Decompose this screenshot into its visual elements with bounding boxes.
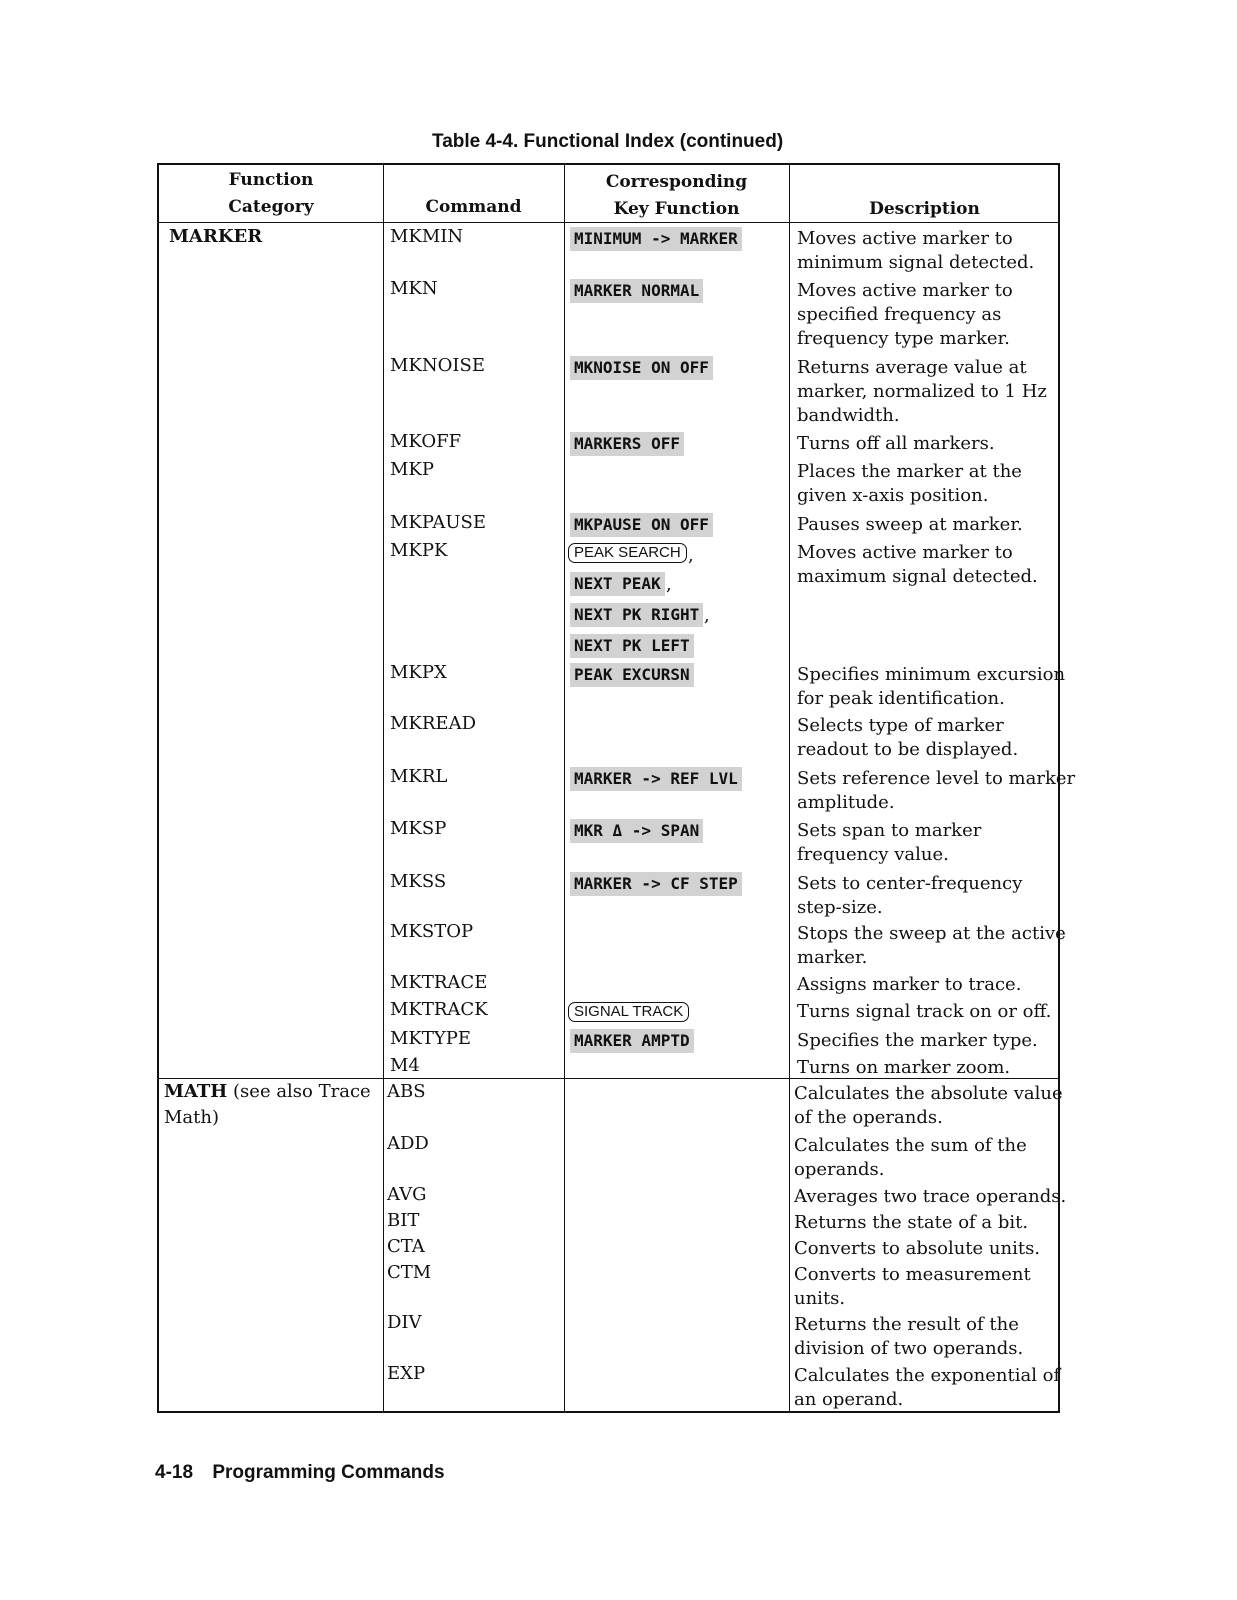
description-line: for peak identification. bbox=[797, 688, 1005, 709]
command-cell: MKREAD bbox=[390, 713, 477, 734]
description-line: an operand. bbox=[794, 1389, 904, 1410]
command-cell: MKPAUSE bbox=[390, 512, 486, 533]
command-cell: MKTRACE bbox=[390, 972, 488, 993]
table-caption: Table 4-4. Functional Index (continued) bbox=[432, 131, 784, 152]
command-cell: BIT bbox=[387, 1210, 420, 1231]
section-title: Programming Commands bbox=[212, 1462, 445, 1483]
command-cell: CTM bbox=[387, 1262, 432, 1283]
description-line: operands. bbox=[794, 1159, 885, 1180]
soft-key-label: MARKER NORMAL bbox=[570, 279, 703, 303]
soft-key-label: MARKER -> REF LVL bbox=[570, 767, 742, 791]
command-cell: ABS bbox=[387, 1081, 426, 1102]
command-cell: EXP bbox=[387, 1363, 426, 1384]
description-line: Selects type of marker bbox=[797, 715, 1004, 736]
soft-key-label: MARKER AMPTD bbox=[570, 1029, 694, 1053]
description-line: bandwidth. bbox=[797, 405, 900, 426]
description-line: Returns the result of the bbox=[794, 1314, 1019, 1335]
header-text: Function bbox=[228, 170, 314, 190]
description-line: amplitude. bbox=[797, 792, 895, 813]
description-line: Places the marker at the bbox=[797, 461, 1022, 482]
description-line: frequency value. bbox=[797, 844, 949, 865]
description-line: Turns on marker zoom. bbox=[797, 1057, 1011, 1078]
page-footer bbox=[155, 1462, 445, 1484]
description-line: step-size. bbox=[797, 897, 883, 918]
description-line: marker, normalized to 1 Hz bbox=[797, 381, 1047, 402]
description-line: Moves active marker to bbox=[797, 280, 1013, 301]
header-key-function bbox=[564, 169, 789, 223]
description-line: Turns off all markers. bbox=[797, 433, 995, 454]
command-cell: MKTRACK bbox=[390, 999, 488, 1020]
category-math-label: MATH bbox=[164, 1081, 228, 1102]
page-number: 4-18 bbox=[155, 1462, 194, 1483]
separator: , bbox=[688, 545, 694, 566]
header-text: Key Function bbox=[613, 199, 740, 219]
command-cell: MKSTOP bbox=[390, 921, 474, 942]
description-line: Calculates the exponential of bbox=[794, 1365, 1061, 1386]
hard-key-label: SIGNAL TRACK bbox=[568, 1002, 689, 1022]
description-line: Averages two trace operands. bbox=[794, 1186, 1067, 1207]
soft-key-label: NEXT PK RIGHT bbox=[570, 603, 703, 627]
command-cell: MKNOISE bbox=[390, 355, 485, 376]
command-cell: MKTYPE bbox=[390, 1028, 472, 1049]
soft-key-label: MINIMUM -> MARKER bbox=[570, 227, 742, 251]
description-line: Assigns marker to trace. bbox=[797, 974, 1022, 995]
command-cell: MKSS bbox=[390, 871, 447, 892]
soft-key-label: MKPAUSE ON OFF bbox=[570, 513, 713, 537]
command-cell: MKRL bbox=[390, 766, 448, 787]
command-cell: MKOFF bbox=[390, 431, 462, 452]
command-cell: MKSP bbox=[390, 818, 447, 839]
description-line: Converts to absolute units. bbox=[794, 1238, 1041, 1259]
functional-index-table bbox=[157, 163, 1076, 1413]
description-line: Calculates the absolute value bbox=[794, 1083, 1063, 1104]
hard-key-label: PEAK SEARCH bbox=[568, 543, 687, 563]
description-line: Specifies the marker type. bbox=[797, 1030, 1038, 1051]
description-line: Stops the sweep at the active bbox=[797, 923, 1066, 944]
description-line: Sets span to marker bbox=[797, 820, 982, 841]
command-cell: AVG bbox=[387, 1184, 427, 1205]
description-line: division of two operands. bbox=[794, 1338, 1024, 1359]
description-line: maximum signal detected. bbox=[797, 566, 1038, 587]
column-divider bbox=[564, 165, 565, 1411]
description-line: Returns the state of a bit. bbox=[794, 1212, 1029, 1233]
description-line: Converts to measurement bbox=[794, 1264, 1031, 1285]
description-line: Calculates the sum of the bbox=[794, 1135, 1027, 1156]
soft-key-label: NEXT PEAK bbox=[570, 572, 665, 596]
description-line: Turns signal track on or off. bbox=[797, 1001, 1052, 1022]
command-cell: M4 bbox=[390, 1055, 420, 1076]
separator: , bbox=[704, 605, 710, 626]
header-function-category bbox=[159, 167, 383, 221]
command-cell: CTA bbox=[387, 1236, 425, 1257]
command-cell: MKN bbox=[390, 278, 438, 299]
header-text: Corresponding bbox=[605, 172, 748, 192]
command-cell: ADD bbox=[387, 1133, 429, 1154]
header-command: Command bbox=[425, 197, 522, 217]
soft-key-label: NEXT PK LEFT bbox=[570, 634, 694, 658]
header-text: Category bbox=[228, 197, 314, 217]
command-cell: MKPX bbox=[390, 662, 447, 683]
description-line: specified frequency as bbox=[797, 304, 1002, 325]
description-line: Specifies minimum excursion bbox=[797, 664, 1066, 685]
category-math-note: (see also Trace Math) bbox=[164, 1081, 371, 1128]
description-line: marker. bbox=[797, 947, 868, 968]
description-line: Sets reference level to marker bbox=[797, 768, 1076, 789]
description-line: Returns average value at bbox=[797, 357, 1027, 378]
category-marker: MARKER bbox=[169, 226, 263, 247]
header-description: Description bbox=[869, 199, 980, 219]
separator: , bbox=[666, 574, 672, 595]
category-math bbox=[164, 1079, 374, 1131]
soft-key-label: MARKER -> CF STEP bbox=[570, 872, 742, 896]
command-cell: MKPK bbox=[390, 540, 448, 561]
command-cell: MKP bbox=[390, 459, 434, 480]
description-line: readout to be displayed. bbox=[797, 739, 1019, 760]
description-line: Sets to center-frequency bbox=[797, 873, 1023, 894]
description-line: of the operands. bbox=[794, 1107, 943, 1128]
description-line: given x-axis position. bbox=[797, 485, 989, 506]
command-cell: DIV bbox=[387, 1312, 422, 1333]
description-line: units. bbox=[794, 1288, 846, 1309]
soft-key-label: MARKERS OFF bbox=[570, 432, 684, 456]
soft-key-label: PEAK EXCURSN bbox=[570, 663, 694, 687]
description-line: frequency type marker. bbox=[797, 328, 1010, 349]
description-line: minimum signal detected. bbox=[797, 252, 1035, 273]
command-cell: MKMIN bbox=[390, 226, 464, 247]
description-line: Moves active marker to bbox=[797, 228, 1013, 249]
soft-key-label: MKNOISE ON OFF bbox=[570, 356, 713, 380]
description-line: Pauses sweep at marker. bbox=[797, 514, 1023, 535]
description-line: Moves active marker to bbox=[797, 542, 1013, 563]
column-divider bbox=[383, 165, 384, 1411]
column-divider bbox=[789, 165, 790, 1411]
soft-key-label: MKR Δ -> SPAN bbox=[570, 819, 703, 843]
